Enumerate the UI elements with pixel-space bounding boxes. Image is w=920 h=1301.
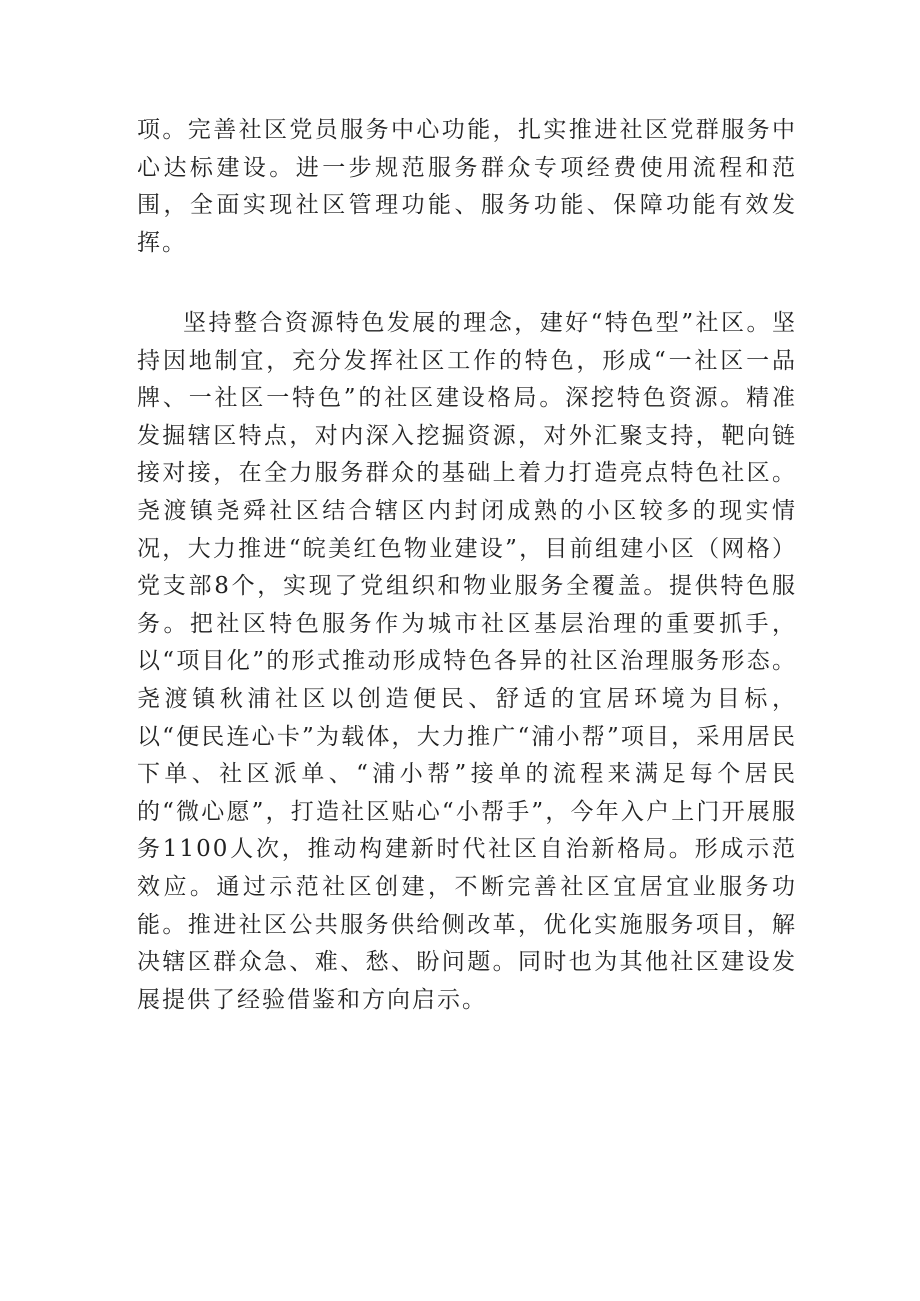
paragraph-continued: 项。完善社区党员服务中心功能，扎实推进社区党群服务中心达标建设。进一步规范服务群众专项经费使用流程和范围，全面实现社区管理功能、服务功能、保障功能有效发挥。 (137, 117, 797, 256)
paragraph-featured-community: 坚持整合资源特色发展的理念，建好“特色型”社区。坚持因地制宜，充分发挥社区工作的特色，形成“一社区一品牌、一社区一特色”的社区建设格局。深挖特色资源。精准发掘辖区特点，对内深入挖掘资源，对外汇聚支持，靶向链接对接，在全力服务群众的基础上着力打造亮点特色社区。尧渡镇尧舜社区结合辖区内封闭成熟的小区较多的现实情况，大力推进“皖美红色物业建设”，目前组建小区（网格）党支部8个，实现了党组织和物业服务全覆盖。提供特色服务。把社区特色服务作为城市社区基层治理的重要抓手，以“项目化”的形式推动形成特色各异的社区治理服务形态。尧渡镇秋浦社区以创造便民、舒适的宜居环境为目标，以“便民连心卡”为载体，大力推广“浦小帮”项目，采用居民下单、社区派单、“浦小帮”接单的流程来满足每个居民的“微心愿”，打造社区贴心“小帮手”，今年入户上门开展服务1100人次，推动构建新时代社区自治新格局。形成示范效应。通过示范社区创建，不断完善社区宜居宜业服务功能。推进社区公共服务供给侧改革，优化实施服务项目，解决辖区群众急、难、愁、盼问题。同时也为其他社区建设发展提供了经验借鉴和方向启示。 (137, 310, 797, 1013)
